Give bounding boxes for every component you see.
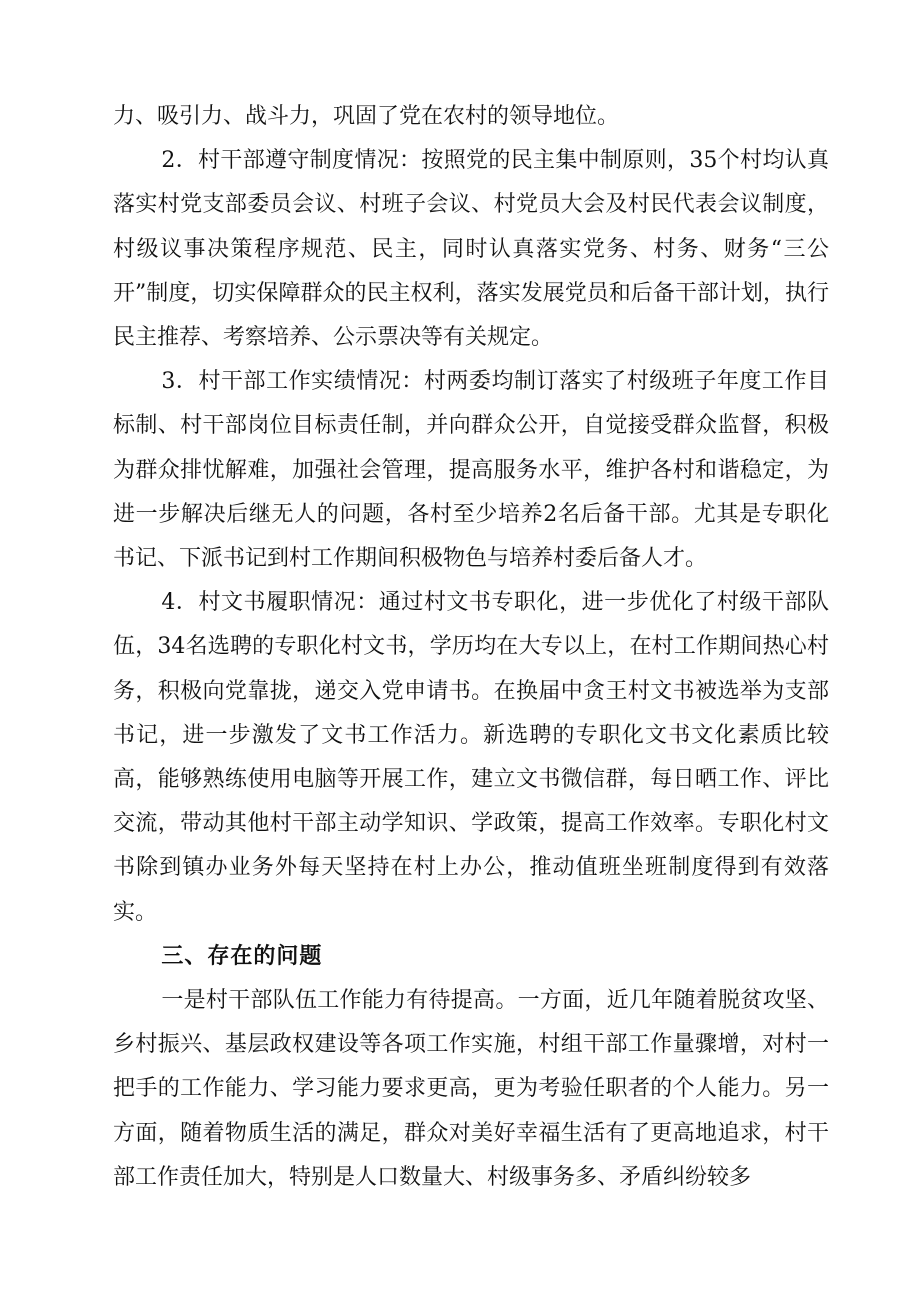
section-heading-existing-problems: 三、存在的问题	[161, 943, 323, 969]
paragraph-problem-one: 一是村干部队伍工作能力有待提高。一方面，近几年随着脱贫攻坚、乡村振兴、基层政权建设等各项工作实施，村组干部工作量骤增，对村一把手的工作能力、学习能力要求更高，更为考验任职者的个人能力。另一方面，随着物质生活的满足，群众对美好幸福生活有了更高地追求，村干部工作责任加大，特别是人口数量大、村级事务多、矛盾纠纷较多	[113, 988, 829, 1190]
document-body	[113, 95, 829, 1200]
paragraph-continuation: 力、吸引力、战斗力，巩固了党在农村的领导地位。	[113, 104, 620, 129]
paragraph-item-4-clerk-duties: 4．村文书履职情况：通过村文书专职化，进一步优化了村级干部队伍，34名选聘的专职化村文书，学历均在大专以上，在村工作期间热心村务，积极向党靠拢，递交入党申请书。在换届中贪王村文书被选举为支部书记，进一步激发了文书工作活力。新选聘的专职化文书文化素质比较高，能够熟练使用电脑等开展工作，建立文书微信群，每日晒工作、评比交流，带动其他村干部主动学知识、学政策，提高工作效率。专职化村文书除到镇办业务外每天坚持在村上办公，推动值班坐班制度得到有效落实。	[113, 590, 829, 925]
paragraph-item-3-work-performance: 3．村干部工作实绩情况：村两委均制订落实了村级班子年度工作目标制、村干部岗位目标责任制，并向群众公开，自觉接受群众监督，积极为群众排忧解难，加强社会管理，提高服务水平，维护各村和谐稳定，为进一步解决后继无人的问题，各村至少培养2名后备干部。尤其是专职化书记、下派书记到村工作期间积极物色与培养村委后备人才。	[113, 369, 829, 572]
paragraph-item-2-rules-compliance: 2．村干部遵守制度情况：按照党的民主集中制原则，35个村均认真落实村党支部委员会议、村班子会议、村党员大会及村民代表会议制度，村级议事决策程序规范、民主，同时认真落实党务、村务、财务“三公开”制度，切实保障群众的民主权利，落实发展党员和后备干部计划，执行民主推荐、考察培养、公示票决等有关规定。	[113, 148, 829, 351]
